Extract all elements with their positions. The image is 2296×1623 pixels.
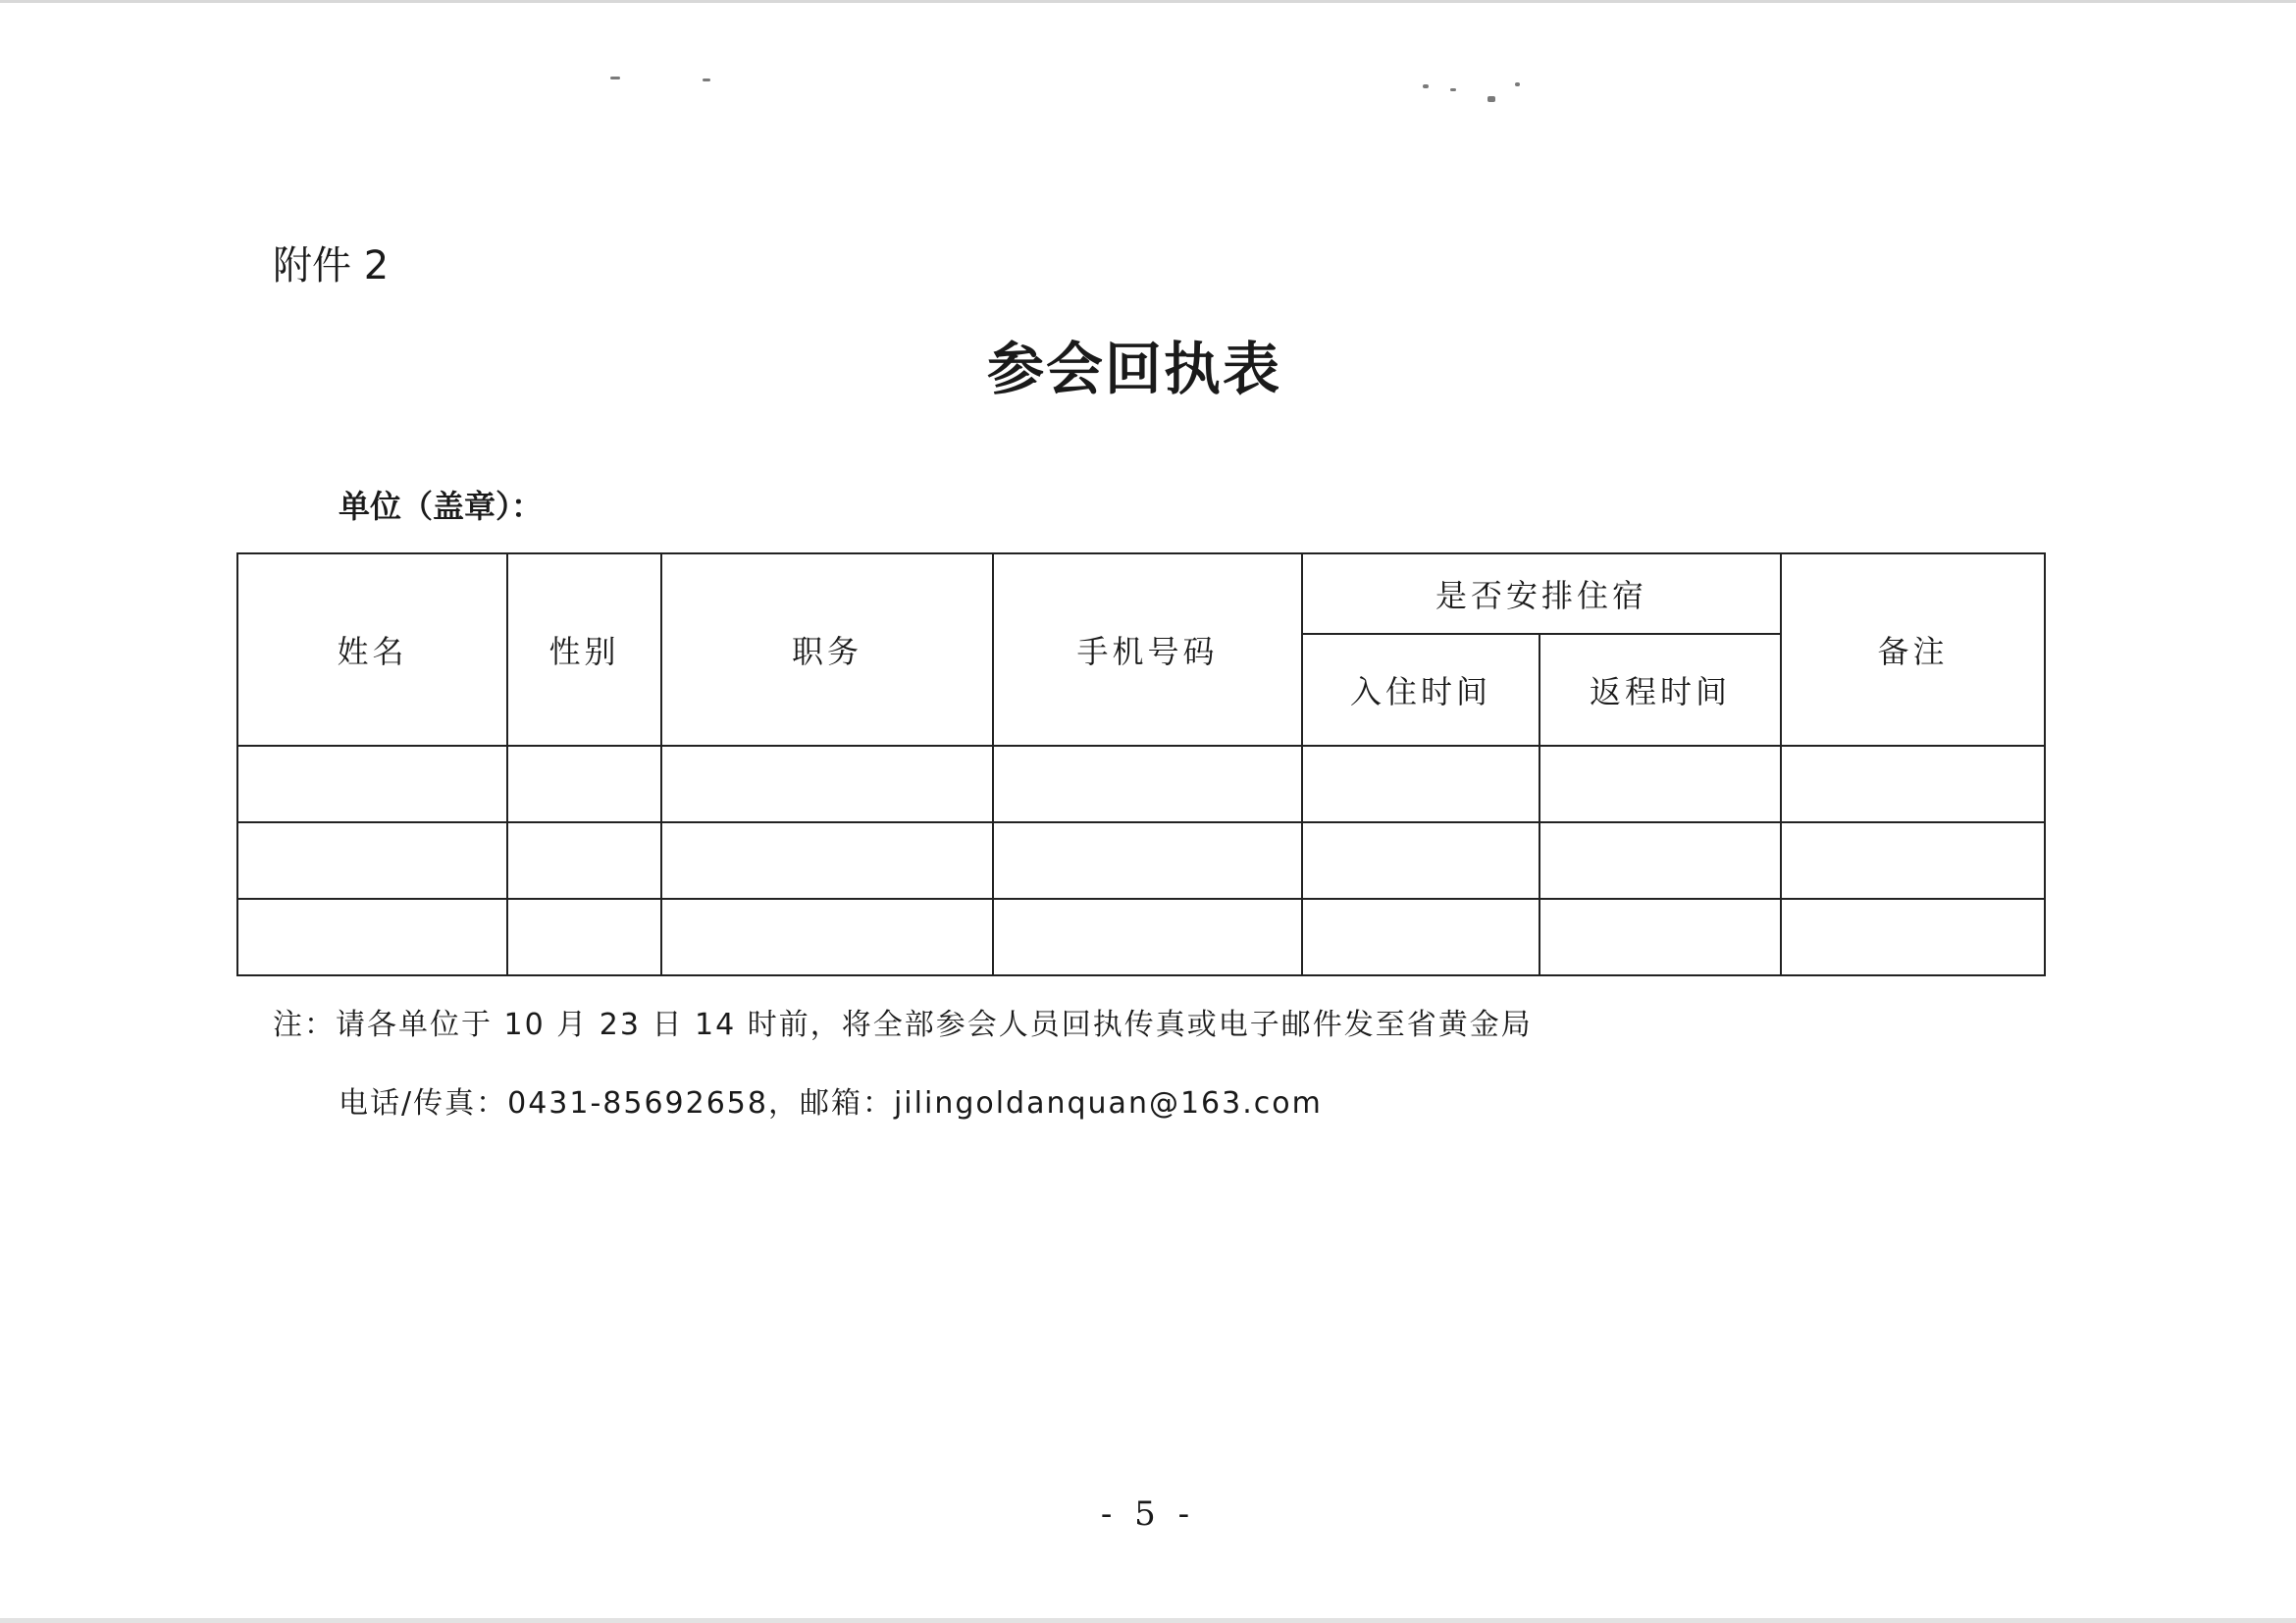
cell-name[interactable] xyxy=(237,899,507,975)
cell-gender[interactable] xyxy=(507,746,661,822)
cell-phone[interactable] xyxy=(993,899,1302,975)
header-check-in-time: 入住时间 xyxy=(1302,634,1539,746)
cell-position[interactable] xyxy=(661,899,993,975)
scan-mark xyxy=(1423,84,1429,88)
header-name: 姓名 xyxy=(237,553,507,746)
header-position: 职务 xyxy=(661,553,993,746)
cell-return-time[interactable] xyxy=(1539,746,1781,822)
scan-mark xyxy=(1487,96,1495,102)
attachment-label: 附件 2 xyxy=(273,243,390,288)
deadline-note: 注：请各单位于 10 月 23 日 14 时前，将全部参会人员回执传真或电子邮件发至省黄金局 xyxy=(273,1008,1533,1042)
cell-name[interactable] xyxy=(237,822,507,899)
cell-name[interactable] xyxy=(237,746,507,822)
table-row xyxy=(237,746,2045,822)
reply-table xyxy=(236,552,2046,976)
header-remarks: 备注 xyxy=(1781,553,2045,746)
cell-check-in-time[interactable] xyxy=(1302,746,1539,822)
table-row xyxy=(237,899,2045,975)
cell-phone[interactable] xyxy=(993,822,1302,899)
cell-return-time[interactable] xyxy=(1539,822,1781,899)
document-title: 参会回执表 xyxy=(987,336,1282,402)
cell-return-time[interactable] xyxy=(1539,899,1781,975)
page-top-edge xyxy=(0,0,2296,3)
header-phone: 手机号码 xyxy=(993,553,1302,746)
scan-mark xyxy=(1450,88,1456,91)
cell-remarks[interactable] xyxy=(1781,746,2045,822)
cell-position[interactable] xyxy=(661,746,993,822)
cell-remarks[interactable] xyxy=(1781,899,2045,975)
page-bottom-edge xyxy=(0,1618,2296,1623)
unit-seal-label: 单位（盖章）： xyxy=(339,488,544,525)
cell-gender[interactable] xyxy=(507,899,661,975)
table-header-row xyxy=(237,553,2045,634)
cell-remarks[interactable] xyxy=(1781,822,2045,899)
cell-check-in-time[interactable] xyxy=(1302,822,1539,899)
page-number: - 5 - xyxy=(1100,1494,1196,1534)
header-return-time: 返程时间 xyxy=(1539,634,1781,746)
header-gender: 性别 xyxy=(507,553,661,746)
scan-mark xyxy=(703,79,710,81)
table-row xyxy=(237,822,2045,899)
cell-gender[interactable] xyxy=(507,822,661,899)
contact-info: 电话/传真：0431-85692658，邮箱：jilingoldanquan@163.com xyxy=(339,1086,1323,1121)
scan-mark xyxy=(1515,82,1520,86)
cell-phone[interactable] xyxy=(993,746,1302,822)
cell-check-in-time[interactable] xyxy=(1302,899,1539,975)
scan-mark xyxy=(610,77,620,79)
header-accommodation: 是否安排住宿 xyxy=(1302,553,1781,634)
cell-position[interactable] xyxy=(661,822,993,899)
